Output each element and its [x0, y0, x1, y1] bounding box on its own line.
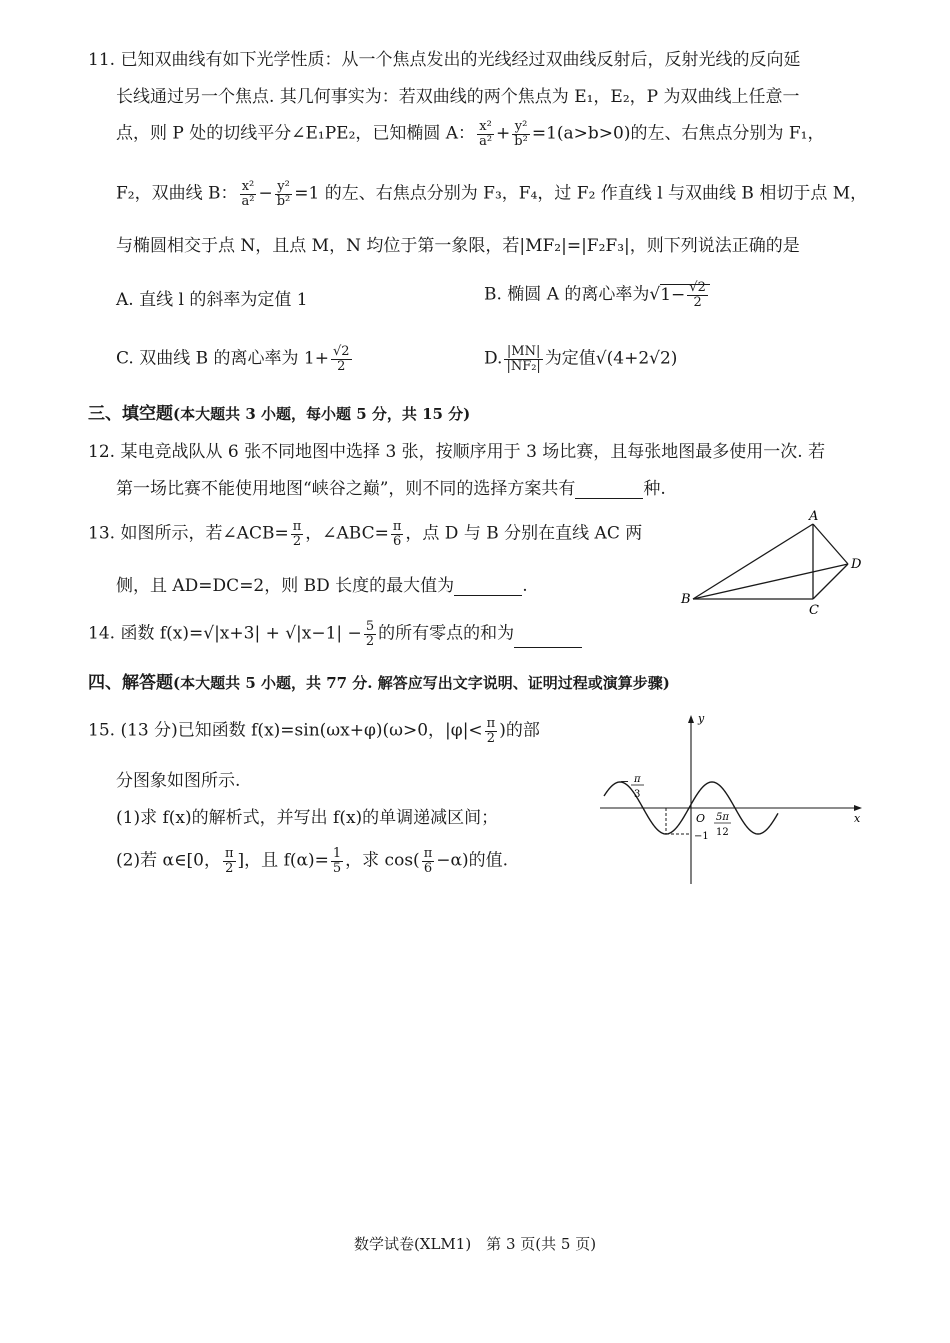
- q11-line-4: F₂，双曲线 B： $\frac{\text{x²}}{\text{a²}}$ − $\frac{\text{y²}}{\text{b²}}$ =1 的左、右焦点分别为 F₃，F₄，过 F₂ 作直线 l 与双曲线 B 相切于点 M，: [116, 179, 868, 209]
- x-axis-arrow: [854, 805, 862, 811]
- q12-line-2: 第一场比赛不能使用地图“峡谷之巅”，则不同的选择方案共有 种.: [116, 479, 666, 499]
- segment-bd: [693, 564, 848, 599]
- neg-pi-third-denominator: 3: [634, 789, 641, 800]
- fraction: $\frac{\pi}{2}$: [486, 716, 496, 746]
- q11-line-1: 11. 已知双曲线有如下光学性质：从一个焦点发出的光线经过双曲线反射后，反射光线的反向延: [88, 50, 801, 70]
- point-label-b: B: [681, 592, 691, 607]
- y-axis-label: y: [698, 712, 705, 725]
- neg-pi-third-sign: −: [620, 775, 630, 788]
- fraction: $\frac{\pi}{6}$: [423, 846, 433, 876]
- q15-line-2: 分图象如图所示.: [116, 771, 241, 791]
- q11-option-d: D. $\frac{|MN|}{\text{|NF₂|}}$ 为定值√(4+2√2): [484, 344, 678, 374]
- q15-sine-graph: [596, 710, 866, 888]
- q13-triangle-figure: [676, 508, 872, 620]
- origin-label: O: [696, 812, 706, 825]
- q11-line-3-text: 点，则 P 处的切线平分∠E₁PE₂，已知椭圆 A：: [116, 123, 476, 144]
- section-4-heading: 四、解答题(本大题共 5 小题，共 77 分. 解答应写出文字说明、证明过程或演算步骤): [88, 673, 670, 693]
- fraction: $\frac{1}{5}$: [332, 846, 342, 876]
- pos-label-denominator: 12: [716, 827, 729, 838]
- fraction: $\frac{\text{y²}}{\text{b²}}$: [514, 119, 528, 149]
- q14-line: 14. 函数 f(x)=√|x+3| + √|x−1| − $\frac{5}{2}$ 的所有零点的和为: [88, 620, 582, 648]
- q12-line-1: 12. 某电竞战队从 6 张不同地图中选择 3 张，按顺序用于 3 场比赛，且每张地图最多使用一次. 若: [88, 442, 826, 462]
- x-axis-label: x: [854, 812, 861, 825]
- q11-option-a: A. 直线 l 的斜率为定值 1: [116, 290, 308, 310]
- page-footer: 数学试卷(XLM1) 第 3 页(共 5 页): [353, 1235, 597, 1253]
- fraction: $\frac{\text{x²}}{\text{a²}}$: [241, 179, 255, 209]
- segment-ad: [813, 524, 848, 564]
- point-label-c: C: [809, 603, 819, 618]
- answer-blank[interactable]: [575, 482, 643, 499]
- q15-line-1: 15. (13 分)已知函数 f(x)=sin(ωx+φ)(ω>0，|φ|< $\frac{\pi}{2}$ )的部: [88, 716, 540, 746]
- q11-line-5: 与椭圆相交于点 N，且点 M，N 均位于第一象限，若|MF₂|=|F₂F₃|，则下列说法正确的是: [116, 236, 800, 256]
- fraction: $\frac{\pi}{2}$: [292, 519, 302, 549]
- q13-line-1: 13. 如图所示，若∠ACB= $\frac{\pi}{2}$ ，∠ABC= $\frac{\pi}{6}$ ，点 D 与 B 分别在直线 AC 两: [88, 519, 643, 549]
- fraction: $\frac{\text{x²}}{\text{a²}}$: [479, 119, 493, 149]
- point-label-d: D: [851, 557, 862, 572]
- neg-pi-third-numerator: π: [634, 774, 641, 785]
- q11-line-3: 点，则 P 处的切线平分∠E₁PE₂，已知椭圆 A： $\frac{\text{x²}}{\text{a²}}$ + $\frac{\text{y²}}{\text{b²}}$ =1(a>b>0)的左、右焦点分别为 F₁，: [116, 119, 825, 149]
- q11-line-2: 长线通过另一个焦点. 其几何事实为：若双曲线的两个焦点为 E₁，E₂，P 为双曲线上任意一: [116, 87, 800, 107]
- fraction: $\frac{√2}{2}$: [689, 280, 706, 310]
- fraction: $\frac{√2}{2}$: [332, 344, 350, 374]
- segment-ba: [693, 524, 813, 599]
- q13-line-2: 侧，且 AD=DC=2，则 BD 长度的最大值为 .: [116, 576, 528, 596]
- y-axis-arrow: [688, 715, 694, 723]
- segment-cd: [813, 564, 848, 599]
- pos-label-numerator: 5π: [716, 812, 729, 823]
- q11-option-c: C. 双曲线 B 的离心率为 1+ $\frac{√2}{2}$: [116, 344, 350, 374]
- point-label-a: A: [809, 509, 819, 524]
- q15-part-2: (2)若 α∈[0， $\frac{\pi}{2}$ ]，且 f(α)= $\frac{1}{5}$ ，求 cos( $\frac{\pi}{6}$ −α)的值.: [116, 846, 508, 876]
- answer-blank[interactable]: [514, 631, 582, 648]
- q15-part-1: (1)求 f(x)的解析式，并写出 f(x)的单调递减区间；: [116, 808, 499, 828]
- fraction: $\frac{\pi}{6}$: [392, 519, 402, 549]
- fraction: $\frac{\text{y²}}{\text{b²}}$: [276, 179, 291, 209]
- section-3-heading: 三、填空题(本大题共 3 小题，每小题 5 分，共 15 分): [88, 404, 471, 424]
- fraction: $\frac{5}{2}$: [365, 619, 375, 649]
- fraction: $\frac{|MN|}{\text{|NF₂|}}$: [506, 344, 541, 374]
- answer-blank[interactable]: [454, 579, 522, 596]
- fraction: $\frac{\pi}{2}$: [225, 846, 234, 876]
- min-label: −1: [694, 831, 709, 842]
- q11-option-b: B. 椭圆 A 的离心率为√1− $\frac{√2}{2}$: [484, 281, 710, 309]
